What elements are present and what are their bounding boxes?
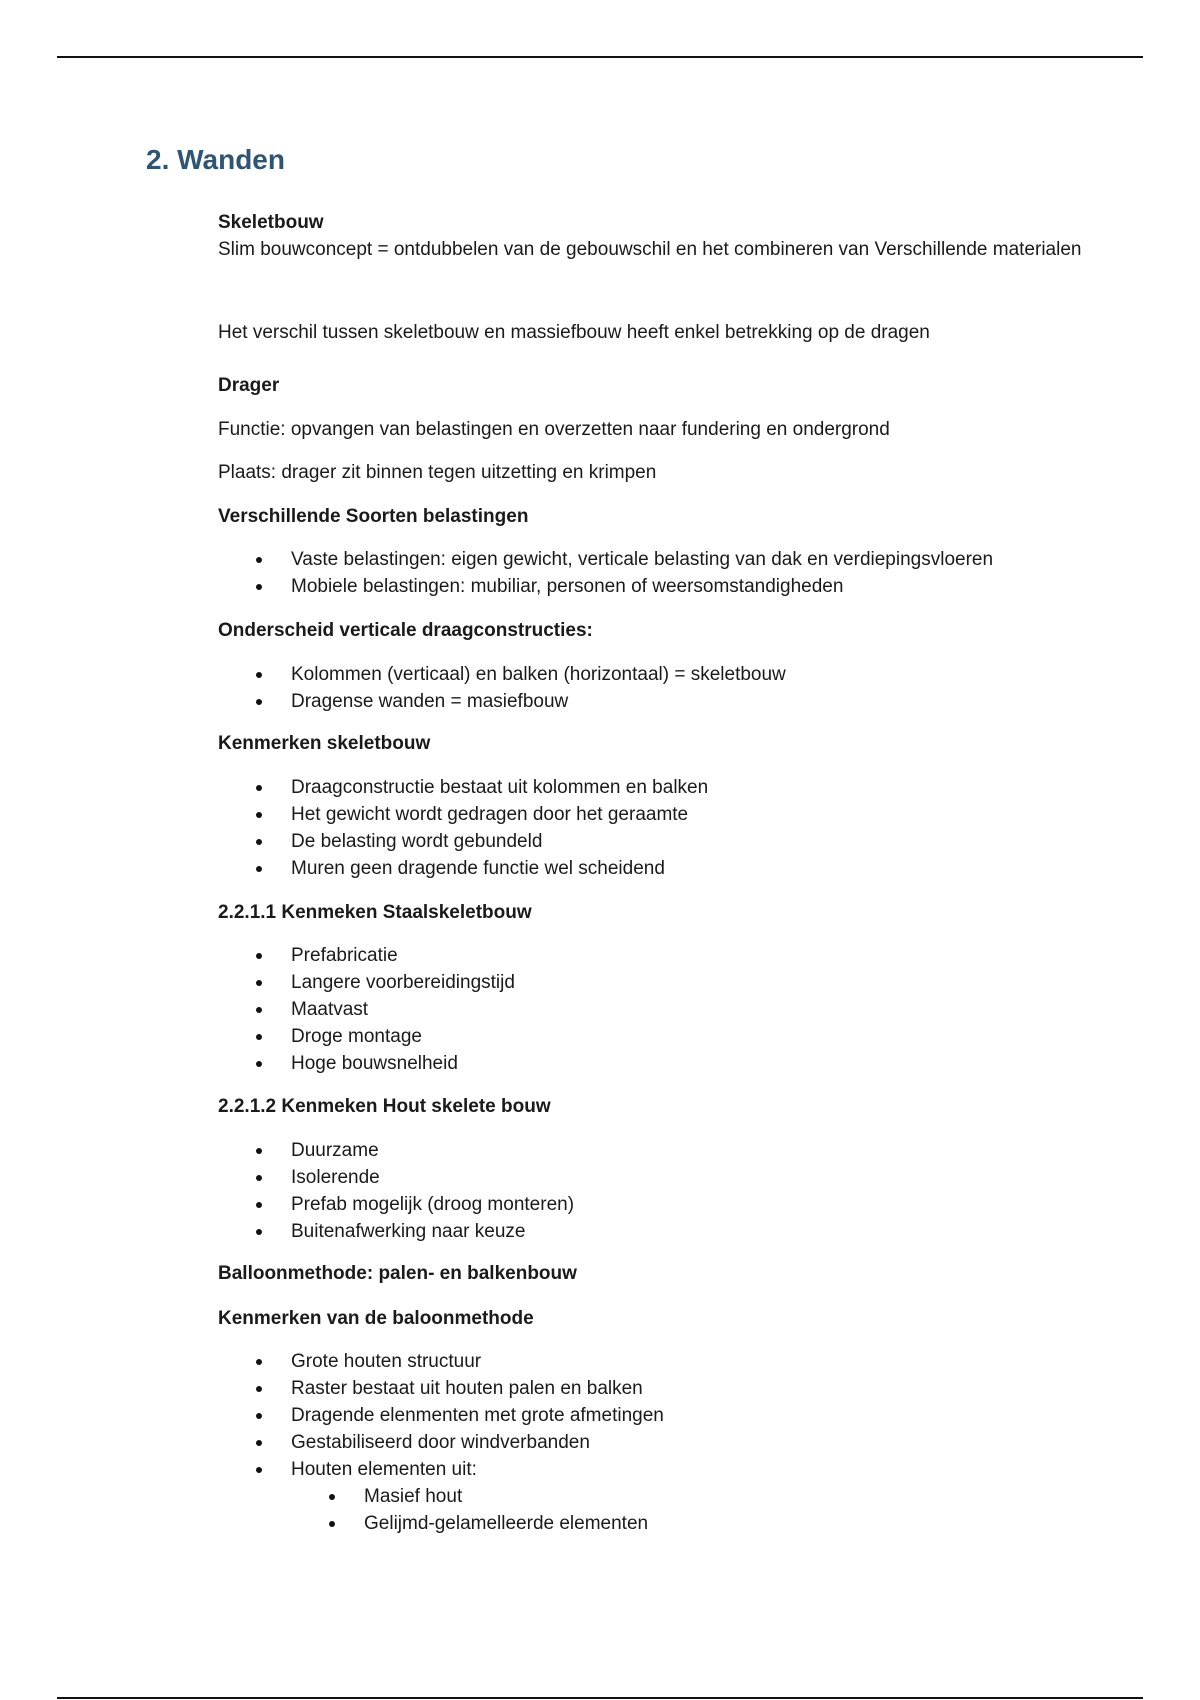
baloon-kenmerken-list (218, 1348, 664, 1537)
onderscheid-heading: Onderscheid verticale draagconstructies: (218, 620, 593, 641)
list-item: Vaste belastingen: eigen gewicht, verticale belasting van dak en verdiepingsvloeren (218, 546, 993, 573)
skeletbouw-definition: Slim bouwconcept = ontdubbelen van de gebouwschil en het combineren van Verschillende materialen (218, 239, 1082, 260)
list-item: Langere voorbereidingstijd (218, 969, 515, 996)
list-item: Grote houten structuur (218, 1348, 664, 1375)
sub-list-item: Gelijmd-gelamelleerde elementen (218, 1510, 664, 1537)
list-item: Raster bestaat uit houten palen en balken (218, 1375, 664, 1402)
list-item: De belasting wordt gebundeld (218, 828, 708, 855)
staal-heading: 2.2.1.1 Kenmeken Staalskeletbouw (218, 902, 532, 923)
kenmerken-list (218, 774, 708, 882)
footer-rule (57, 1697, 1143, 1699)
list-item: Gestabiliseerd door windverbanden (218, 1429, 664, 1456)
belastingen-heading: Verschillende Soorten belastingen (218, 506, 529, 527)
header-rule (57, 56, 1143, 58)
list-item: Dragende elenmenten met grote afmetingen (218, 1402, 664, 1429)
list-item: Prefabricatie (218, 942, 515, 969)
list-item: Draagconstructie bestaat uit kolommen en balken (218, 774, 708, 801)
list-item: Maatvast (218, 996, 515, 1023)
staal-list (218, 942, 515, 1077)
chapter-title: 2. Wanden (146, 144, 285, 175)
list-item: Prefab mogelijk (droog monteren) (218, 1191, 574, 1218)
list-item: Muren geen dragende functie wel scheidend (218, 855, 708, 882)
list-item: Het gewicht wordt gedragen door het geraamte (218, 801, 708, 828)
skeletbouw-difference: Het verschil tussen skeletbouw en massiefbouw heeft enkel betrekking op de dragen (218, 322, 930, 343)
belastingen-list (218, 546, 993, 600)
hout-heading: 2.2.1.2 Kenmeken Hout skelete bouw (218, 1096, 551, 1117)
houten-elementen-sublist (218, 1483, 664, 1537)
list-item: Isolerende (218, 1164, 574, 1191)
list-item: Houten elementen uit: (218, 1456, 664, 1483)
list-item: Buitenafwerking naar keuze (218, 1218, 574, 1245)
sub-list-item: Masief hout (218, 1483, 664, 1510)
list-item: Duurzame (218, 1137, 574, 1164)
drager-place: Plaats: drager zit binnen tegen uitzetting en krimpen (218, 462, 657, 483)
list-item: Kolommen (verticaal) en balken (horizontaal) = skeletbouw (218, 661, 786, 688)
drager-function: Functie: opvangen van belastingen en overzetten naar fundering en ondergrond (218, 419, 890, 440)
kenmerken-heading: Kenmerken skeletbouw (218, 733, 431, 754)
skeletbouw-heading: Skeletbouw (218, 212, 324, 233)
list-item: Mobiele belastingen: mubiliar, personen of weersomstandigheden (218, 573, 993, 600)
list-item: Hoge bouwsnelheid (218, 1050, 515, 1077)
baloon-kenmerken-heading: Kenmerken van de baloonmethode (218, 1308, 534, 1329)
drager-heading: Drager (218, 375, 280, 396)
list-item: Droge montage (218, 1023, 515, 1050)
hout-list (218, 1137, 574, 1245)
list-item: Dragense wanden = masiefbouw (218, 688, 786, 715)
onderscheid-list (218, 661, 786, 715)
balloon-heading: Balloonmethode: palen- en balkenbouw (218, 1263, 577, 1284)
